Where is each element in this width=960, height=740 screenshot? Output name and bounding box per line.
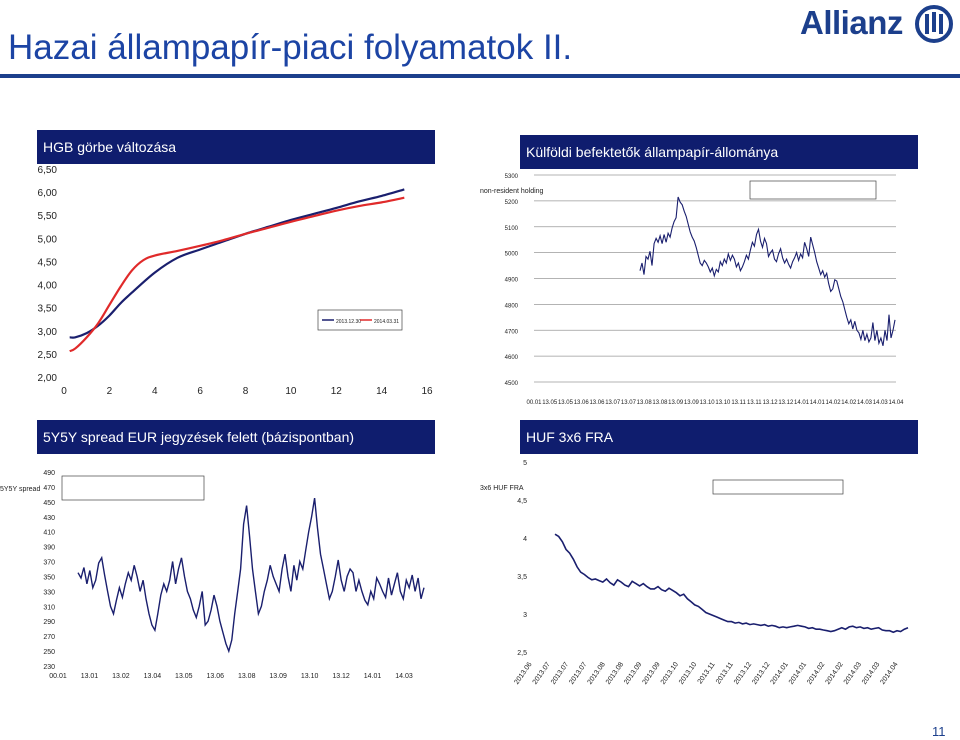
x-tick-label: 2013.06 [513, 661, 534, 686]
x-tick-label: 13.08 [636, 400, 652, 406]
x-tick-label: 13.07 [620, 400, 636, 406]
x-tick-label: 2013.08 [586, 661, 607, 686]
legend-box [62, 476, 204, 500]
x-tick-label: 2014.01 [787, 661, 809, 686]
page-number: 11 [932, 724, 946, 739]
y-tick-label: 3,5 [517, 574, 527, 581]
x-tick-label: 14.02 [825, 400, 841, 406]
x-tick-label: 13.10 [300, 673, 319, 680]
y-tick-label: 250 [43, 649, 55, 657]
x-tick-label: 4 [151, 386, 158, 397]
y-tick-label: 2,50 [37, 349, 57, 361]
legend-label: non-resident holding [480, 188, 544, 195]
x-tick-label: 13.11 [731, 400, 746, 406]
y-tick-label: 430 [43, 514, 55, 522]
y-tick-label: 4700 [504, 329, 518, 336]
x-tick-label: 2013.12 [732, 661, 754, 686]
x-tick-label: 13.11 [747, 400, 762, 406]
y-tick-label: 5000 [504, 251, 518, 258]
y-tick-label: 5300 [504, 174, 518, 180]
x-tick-label: 13.08 [652, 400, 668, 406]
x-tick-label: 14.01 [363, 673, 382, 680]
x-tick-label: 2014.02 [806, 661, 827, 686]
x-tick-label: 2013.08 [604, 661, 626, 686]
x-tick-label: 12 [330, 386, 342, 397]
y-tick-label: 370 [43, 559, 55, 567]
fra-chart [480, 452, 950, 698]
y-tick-label: 450 [43, 499, 55, 507]
x-tick-label: 13.08 [237, 673, 256, 680]
series-line-non-resident-holding [640, 197, 895, 346]
y-tick-label: 5,50 [37, 211, 57, 223]
x-tick-label: 6 [197, 386, 203, 397]
x-tick-label: 13.06 [573, 400, 589, 406]
x-tick-label: 13.05 [175, 673, 193, 680]
x-tick-label: 2013.12 [751, 661, 772, 686]
x-tick-label: 13.12 [778, 400, 794, 406]
x-tick-label: 2013.07 [568, 661, 589, 686]
x-tick-label: 13.04 [143, 673, 162, 680]
y-tick-label: 4,50 [37, 257, 57, 269]
x-tick-label: 8 [242, 386, 249, 397]
slide-title: Hazai állampapír-piaci folyamatok II. [8, 28, 573, 67]
y-tick-label: 270 [43, 634, 55, 642]
legend-box [713, 480, 843, 494]
y-tick-label: 4600 [504, 355, 518, 362]
x-tick-label: 2 [106, 386, 113, 397]
x-tick-label: 00.01 [49, 673, 67, 680]
x-tick-label: 2013.07 [531, 661, 552, 686]
y-tick-label: 4500 [504, 381, 518, 387]
x-tick-label: 13.09 [668, 400, 684, 406]
y-tick-label: 4900 [504, 277, 518, 284]
y-tick-label: 290 [43, 619, 55, 627]
x-tick-label: 2013.09 [623, 661, 644, 686]
x-tick-label: 14.03 [872, 400, 888, 406]
y-tick-label: 4,00 [37, 280, 57, 292]
fra-panel-title: HUF 3x6 FRA [520, 420, 918, 454]
x-tick-label: 14.02 [841, 400, 857, 406]
x-tick-label: 13.10 [715, 400, 731, 406]
y-tick-label: 330 [43, 589, 55, 597]
y-tick-label: 2,5 [517, 650, 527, 657]
x-tick-label: 2013.10 [659, 661, 681, 686]
x-tick-label: 2013.10 [678, 661, 699, 686]
x-tick-label: 14.01 [794, 400, 810, 406]
y-tick-label: 3 [523, 612, 527, 619]
y-tick-label: 2,00 [37, 373, 57, 384]
x-tick-label: 2014.03 [861, 661, 882, 686]
y-tick-label: 6,00 [37, 188, 57, 200]
x-tick-label: 13.09 [683, 400, 699, 406]
x-tick-label: 13.10 [699, 400, 715, 406]
x-tick-label: 2013.11 [696, 661, 717, 686]
x-tick-label: 2013.09 [641, 661, 662, 686]
legend-label: 3x6 HUF FRA [480, 485, 524, 492]
x-tick-label: 00.01 [526, 400, 542, 406]
y-tick-label: 5200 [504, 199, 518, 206]
x-tick-label: 13.07 [605, 400, 621, 406]
logo-text: Allianz [800, 4, 903, 41]
spread-chart [0, 458, 470, 690]
hgb-panel-title: HGB görbe változása [37, 130, 435, 164]
y-tick-label: 390 [43, 544, 55, 552]
legend-label: 2014.03.31 [374, 319, 400, 325]
legend-box [750, 181, 876, 199]
title-rule [0, 74, 960, 78]
x-tick-label: 16 [421, 386, 433, 397]
y-tick-label: 410 [43, 529, 55, 537]
x-tick-label: 13.01 [80, 673, 99, 680]
y-tick-label: 490 [43, 470, 55, 477]
x-tick-label: 14.04 [888, 400, 904, 406]
y-tick-label: 470 [43, 484, 55, 492]
x-tick-label: 2014.04 [879, 661, 900, 686]
hgb-yield-curve-chart [0, 160, 470, 410]
y-tick-label: 5100 [504, 225, 518, 232]
y-tick-label: 4 [523, 536, 527, 543]
series-line-5y5y-spread [78, 498, 424, 651]
x-tick-label: 13.09 [269, 673, 287, 680]
allianz-eagle-icon [914, 4, 954, 44]
x-tick-label: 2014.01 [769, 661, 790, 686]
x-tick-label: 13.12 [762, 400, 778, 406]
y-tick-label: 3,50 [37, 303, 57, 315]
x-tick-label: 13.06 [206, 673, 225, 680]
x-tick-label: 13.06 [589, 400, 605, 406]
x-tick-label: 13.05 [557, 400, 573, 406]
x-tick-label: 2014.03 [842, 661, 864, 686]
x-tick-label: 14.01 [809, 400, 825, 406]
legend-label: 2013.12.30 [336, 319, 362, 325]
y-tick-label: 310 [43, 604, 55, 612]
x-tick-label: 14.03 [857, 400, 873, 406]
y-tick-label: 350 [43, 574, 55, 582]
series-line-3x6-huf-fra [555, 534, 908, 632]
foreign-panel-title: Külföldi befektetők állampapír-állománya [520, 135, 918, 169]
x-tick-label: 13.05 [542, 400, 558, 406]
y-tick-label: 5,00 [37, 234, 57, 246]
x-tick-label: 2014.02 [824, 661, 845, 686]
allianz-logo [800, 4, 955, 44]
x-tick-label: 10 [285, 386, 297, 397]
y-tick-label: 6,50 [37, 165, 57, 176]
x-tick-label: 13.02 [112, 673, 130, 680]
x-tick-label: 0 [61, 386, 67, 397]
x-tick-label: 14.03 [395, 673, 413, 680]
y-tick-label: 3,00 [37, 326, 57, 338]
y-tick-label: 5 [523, 460, 527, 467]
x-tick-label: 2013.11 [714, 661, 735, 686]
spread-panel-title: 5Y5Y spread EUR jegyzések felett (bázispontban) [37, 420, 435, 454]
foreign-holdings-chart [480, 165, 950, 410]
y-tick-label: 4,5 [517, 498, 527, 505]
y-tick-label: 4800 [504, 303, 518, 310]
x-tick-label: 14 [376, 386, 388, 397]
y-tick-label: 230 [43, 664, 55, 671]
x-tick-label: 2013.07 [549, 661, 571, 686]
legend-label: 5Y5Y spread [0, 486, 41, 493]
x-tick-label: 13.12 [332, 673, 350, 680]
